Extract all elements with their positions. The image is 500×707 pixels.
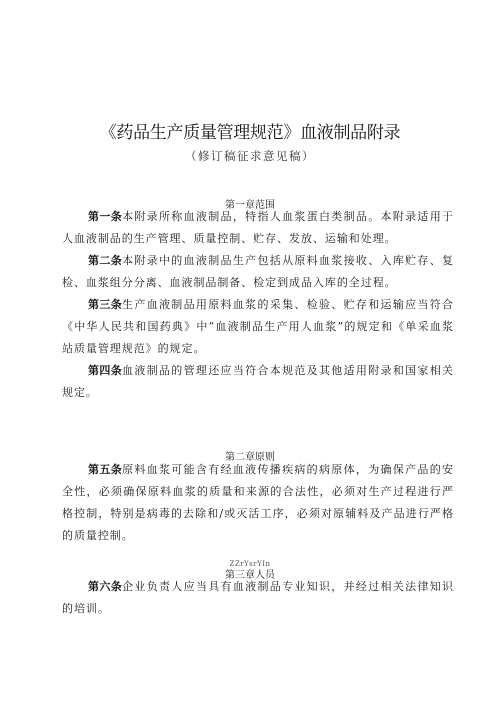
article-number: 第六条 — [88, 580, 123, 593]
article-number: 第五条 — [88, 463, 123, 476]
article-6 — [62, 576, 454, 620]
article-text: 企业负责人应当具有血液制品专业知识，并经过相关法律知识的培训。 — [62, 580, 454, 615]
article-number: 第二条 — [88, 254, 123, 267]
article-1 — [62, 206, 454, 250]
article-text: 血液制品的管理还应当符合本规范及其他适用附录和国家相关规定。 — [62, 364, 454, 399]
chapter-heading-scope: 第一章范围 — [225, 200, 275, 211]
article-text: 生产血液制品用原料血浆的采集、检验、贮存和运输应当符合《中华人民共和国药典》中“血液制品生产用人血浆”的规定和《单采血浆站质量管理规范》的规定。 — [62, 298, 454, 355]
article-text: 本附录所称血液制品，特指人血浆蛋白类制品。本附录适用于人血液制品的生产管理、质量控制、贮存、发放、运输和处理。 — [62, 210, 454, 245]
document-title: 《药品生产质量管理规范》血液制品附录 — [99, 123, 401, 143]
article-4 — [62, 360, 454, 404]
article-text: 原料血浆可能含有经血液传播疾病的病原体，为确保产品的安全性，必须确保原料血浆的质量和来源的合法性，必须对生产过程进行严格控制，特别是病毒的去除和/或灭活工序，必须对原辅料及产品进行严格的质量控制。 — [62, 463, 454, 542]
article-5 — [62, 459, 454, 547]
document-subtitle: （修订稿征求意见稿） — [185, 149, 315, 163]
chapter-heading-personnel: 第三章人员 — [225, 570, 275, 581]
article-2 — [62, 250, 454, 294]
article-text: 本附录中的血液制品生产包括从原料血浆接收、入库贮存、复检、血浆组分分离、血液制品制备、检定到成品入库的全过程。 — [62, 254, 454, 289]
article-number: 第三条 — [88, 298, 123, 311]
garbled-text: ZZrYsrYIn — [229, 560, 271, 568]
chapter-heading-principles: 第二章原则 — [225, 452, 275, 463]
article-number: 第一条 — [88, 210, 123, 223]
article-3 — [62, 294, 454, 360]
article-number: 第四条 — [88, 364, 123, 377]
